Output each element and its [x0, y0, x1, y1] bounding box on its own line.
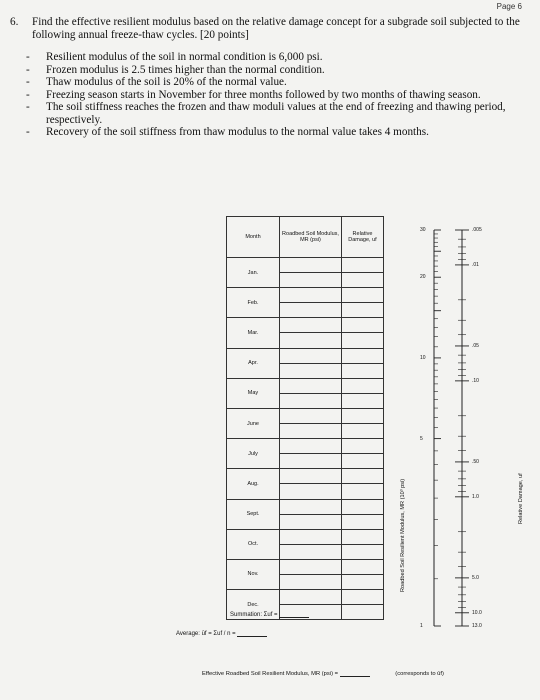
header-damage: Relative Damage, uf	[341, 217, 383, 258]
damage-cell[interactable]	[341, 378, 383, 408]
damage-cell[interactable]	[341, 499, 383, 529]
table-row	[227, 378, 384, 408]
effective-label: Effective Roadbed Soil Resilient Modulus, MR (psi) =	[202, 671, 339, 677]
damage-cell[interactable]	[341, 318, 383, 348]
half-month-blank[interactable]	[280, 545, 341, 559]
table-row	[227, 258, 384, 288]
month-cell: Sept.	[227, 499, 280, 529]
right-tick-label: .01	[472, 261, 479, 268]
nomograph	[392, 214, 532, 644]
right-tick-label: .50	[472, 458, 479, 465]
condition-item: - Frozen modulus is 2.5 times higher than the normal condition.	[46, 64, 516, 77]
half-month-blank[interactable]	[342, 424, 383, 438]
left-tick-label: 10	[420, 354, 426, 361]
average-blank[interactable]	[237, 630, 267, 637]
half-month-blank[interactable]	[342, 560, 383, 575]
half-month-blank[interactable]	[342, 318, 383, 333]
right-axis-label: Relative Damage, uf	[518, 473, 524, 524]
table-row	[227, 529, 384, 559]
half-month-blank[interactable]	[280, 575, 341, 589]
half-month-blank[interactable]	[342, 484, 383, 498]
half-month-blank[interactable]	[342, 333, 383, 347]
modulus-cell[interactable]	[280, 529, 342, 559]
half-month-blank[interactable]	[342, 288, 383, 303]
half-month-blank[interactable]	[342, 364, 383, 378]
right-tick-label: 1.0	[472, 493, 479, 500]
summation-label: Summation: Σuf =	[230, 612, 278, 618]
condition-item: - Freezing season starts in November for three months followed by two months of thawing season.	[46, 89, 516, 102]
table-row	[227, 469, 384, 499]
month-cell: Nov.	[227, 559, 280, 589]
month-cell: Aug.	[227, 469, 280, 499]
half-month-blank[interactable]	[342, 530, 383, 545]
nomograph-scales	[392, 214, 532, 644]
half-month-blank[interactable]	[342, 454, 383, 468]
damage-cell[interactable]	[341, 529, 383, 559]
damage-cell[interactable]	[341, 408, 383, 438]
modulus-cell[interactable]	[280, 559, 342, 589]
right-tick-label: 5.0	[472, 574, 479, 581]
half-month-blank[interactable]	[342, 575, 383, 589]
table-row	[227, 408, 384, 438]
given-conditions-list	[10, 51, 516, 139]
damage-cell[interactable]	[341, 348, 383, 378]
table-row	[227, 288, 384, 318]
modulus-cell[interactable]	[280, 439, 342, 469]
header-month: Month	[227, 217, 280, 258]
half-month-blank[interactable]	[342, 379, 383, 394]
half-month-blank[interactable]	[342, 258, 383, 273]
half-month-blank[interactable]	[280, 273, 341, 287]
half-month-blank[interactable]	[280, 454, 341, 468]
half-month-blank[interactable]	[280, 394, 341, 408]
left-axis-label: Roadbed Soil Resilient Modulus, MR (10³ psi)	[400, 478, 406, 592]
half-month-blank[interactable]	[342, 515, 383, 529]
condition-item: - Resilient modulus of the soil in normal condition is 6,000 psi.	[46, 51, 516, 64]
summation-row	[230, 611, 309, 618]
half-month-blank[interactable]	[280, 515, 341, 529]
damage-cell[interactable]	[341, 258, 383, 288]
half-month-blank[interactable]	[280, 303, 341, 317]
half-month-blank[interactable]	[280, 484, 341, 498]
table-row	[227, 348, 384, 378]
half-month-blank[interactable]	[280, 469, 341, 484]
half-month-blank[interactable]	[280, 258, 341, 273]
table-row	[227, 499, 384, 529]
table-row	[227, 318, 384, 348]
half-month-blank[interactable]	[280, 379, 341, 394]
half-month-blank[interactable]	[342, 409, 383, 424]
half-month-blank[interactable]	[342, 303, 383, 317]
effective-note: (corresponds to ūf)	[395, 671, 444, 677]
half-month-blank[interactable]	[342, 590, 383, 605]
half-month-blank[interactable]	[342, 605, 383, 619]
month-cell: May	[227, 378, 280, 408]
half-month-blank[interactable]	[280, 318, 341, 333]
left-tick-label: 30	[420, 227, 426, 233]
month-cell: Dec.	[227, 590, 280, 620]
modulus-cell[interactable]	[280, 469, 342, 499]
modulus-cell[interactable]	[280, 288, 342, 318]
month-cell: Jan.	[227, 258, 280, 288]
left-tick-label: 20	[420, 274, 426, 281]
half-month-blank[interactable]	[342, 394, 383, 408]
question-number: 6.	[10, 16, 19, 28]
half-month-blank[interactable]	[280, 439, 341, 454]
half-month-blank[interactable]	[280, 590, 341, 605]
right-tick-label: .005	[472, 227, 482, 233]
half-month-blank[interactable]	[280, 424, 341, 438]
left-tick-label: 1	[420, 623, 423, 629]
half-month-blank[interactable]	[280, 560, 341, 575]
right-tick-label: .05	[472, 342, 479, 349]
condition-item: - Recovery of the soil stiffness from thaw modulus to the normal value takes 4 months.	[46, 126, 516, 139]
half-month-blank[interactable]	[342, 439, 383, 454]
modulus-cell[interactable]	[280, 378, 342, 408]
question-block	[10, 16, 530, 139]
right-tick-label: 13.0	[472, 623, 482, 629]
modulus-cell[interactable]	[280, 258, 342, 288]
half-month-blank[interactable]	[280, 288, 341, 303]
average-label: Average: ūf = Σuf / n =	[176, 631, 236, 637]
damage-cell[interactable]	[341, 559, 383, 589]
table-row	[227, 559, 384, 589]
left-tick-label: 5	[420, 435, 423, 442]
half-month-blank[interactable]	[280, 409, 341, 424]
half-month-blank[interactable]	[342, 545, 383, 559]
condition-item: - The soil stiffness reaches the frozen and thaw moduli values at the end of freezing and thawing period, respectively.	[46, 101, 516, 126]
damage-cell[interactable]	[341, 439, 383, 469]
half-month-blank[interactable]	[280, 364, 341, 378]
damage-table	[226, 216, 384, 620]
condition-item: - Thaw modulus of the soil is 20% of the normal value.	[46, 76, 516, 89]
effective-modulus-row	[202, 670, 444, 677]
half-month-blank[interactable]	[342, 469, 383, 484]
half-month-blank[interactable]	[342, 349, 383, 364]
modulus-cell[interactable]	[280, 318, 342, 348]
right-tick-label: 10.0	[472, 609, 482, 616]
page-number: Page 6	[496, 2, 522, 11]
month-cell: Oct.	[227, 529, 280, 559]
month-cell: Feb.	[227, 288, 280, 318]
half-month-blank[interactable]	[280, 500, 341, 515]
half-month-blank[interactable]	[342, 273, 383, 287]
modulus-cell[interactable]	[280, 408, 342, 438]
right-tick-label: .10	[472, 377, 479, 384]
half-month-blank[interactable]	[342, 500, 383, 515]
month-cell: Mar.	[227, 318, 280, 348]
summation-blank[interactable]	[279, 611, 309, 618]
header-modulus: Roadbed Soil Modulus, MR (psi)	[280, 217, 342, 258]
half-month-blank[interactable]	[280, 530, 341, 545]
average-row	[176, 630, 267, 637]
month-cell: June	[227, 408, 280, 438]
table-row	[227, 439, 384, 469]
half-month-blank[interactable]	[280, 349, 341, 364]
modulus-cell[interactable]	[280, 348, 342, 378]
half-month-blank[interactable]	[280, 333, 341, 347]
damage-cell[interactable]	[341, 590, 383, 620]
damage-cell[interactable]	[341, 288, 383, 318]
effective-blank[interactable]	[340, 670, 370, 677]
month-cell: Apr.	[227, 348, 280, 378]
month-cell: July	[227, 439, 280, 469]
damage-cell[interactable]	[341, 469, 383, 499]
question-text: Find the effective resilient modulus based on the relative damage concept for a subgrade soil subjected to the following annual freeze-thaw cycles. [20 points]	[32, 16, 520, 41]
modulus-cell[interactable]	[280, 499, 342, 529]
